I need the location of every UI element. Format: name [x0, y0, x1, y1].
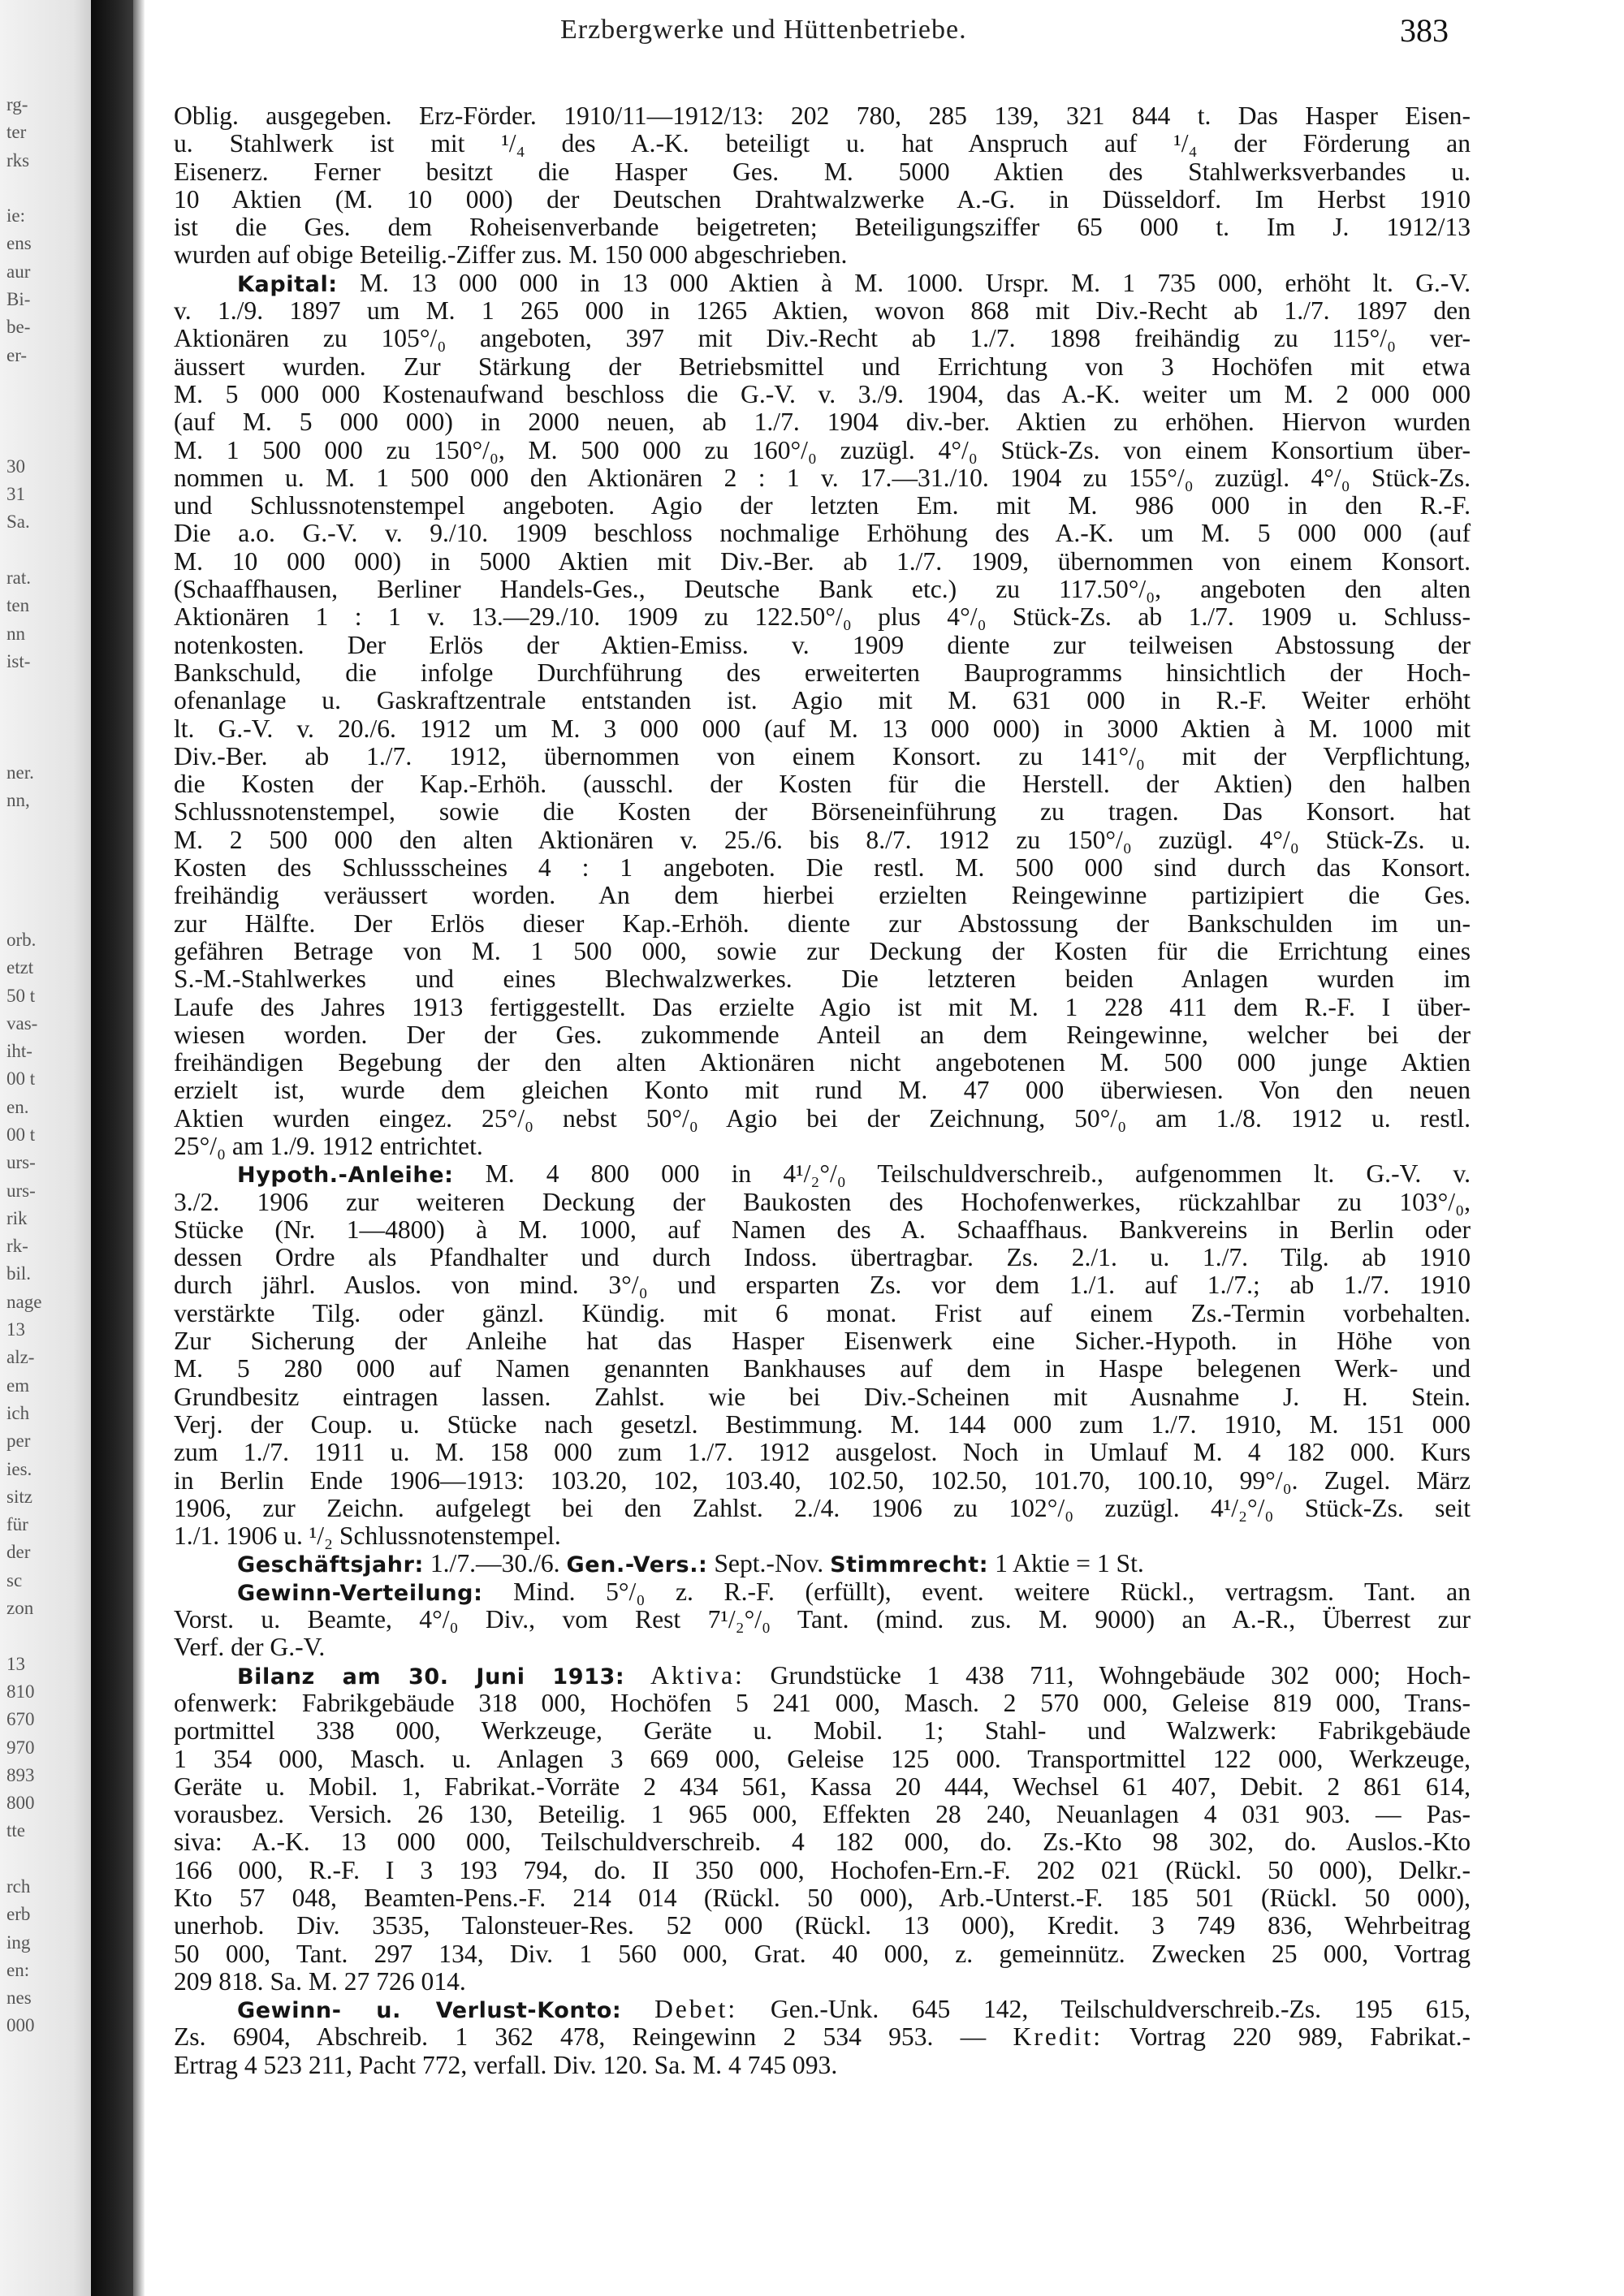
- margin-fragment: ter: [6, 122, 27, 143]
- text-line: [174, 715, 1471, 743]
- text-line: [174, 659, 1471, 687]
- line-text: M. 5 280 000 auf Namen genannten Bankhauses auf dem in Haspe belegenen Werk- und: [174, 1355, 1471, 1383]
- section-heading: Stimmrecht:: [830, 1552, 989, 1578]
- text-line: [174, 437, 1471, 464]
- margin-fragment: 00 t: [6, 1124, 36, 1145]
- margin-fragment: rik: [6, 1207, 28, 1228]
- text-line: [174, 2052, 1471, 2079]
- margin-fragment: ens: [6, 233, 32, 254]
- text-line: [174, 158, 1471, 186]
- line-text: Gen.-Unk. 645 142, Teilschuldverschreib.-Zs. 195 615,: [770, 1996, 1471, 2024]
- line-text: M. 10 000 000) in 5000 Aktien mit Div.-Ber. ab 1./7. 1909, übernommen von einem Konsort.: [174, 547, 1471, 576]
- line-text: erzielt ist, wurde dem gleichen Konto mit rund M. 47 000 überwiesen. Von den neuen: [174, 1077, 1471, 1105]
- margin-fragment: 13: [6, 1653, 25, 1674]
- line-text: in Berlin Ende 1906—1913: 103.20, 102, 103.40, 102.50, 102.50, 101.70, 100.10, 99°/₀. Zugel. März: [174, 1466, 1471, 1495]
- text-line: [174, 548, 1471, 576]
- line-text: Aktionären zu 105°/₀ angeboten, 397 mit Div.-Recht ab 1./7. 1898 freihändig zu 115°/₀ ver-: [174, 325, 1471, 353]
- text-line: [174, 1662, 1471, 1690]
- text-line: [174, 1773, 1471, 1801]
- line-text: wurden auf obige Beteilig.-Ziffer zus. M. 150 000 abgeschrieben.: [174, 241, 848, 270]
- text-line: [174, 1495, 1471, 1522]
- text-line: [174, 1940, 1471, 1968]
- line-text: 166 000, R.-F. I 3 193 794, do. II 350 000, Hochofen-Ern.-F. 202 021 (Rückl. 50 000), Delkr.-: [174, 1856, 1471, 1884]
- body-text-column: [174, 102, 1471, 2079]
- line-text: ofenanlage u. Gaskraftzentrale entstanden ist. Agio mit M. 631 000 in R.-F. Weiter erhöht: [174, 687, 1471, 715]
- text-line: [174, 1996, 1471, 2023]
- text-line: [174, 1133, 1471, 1160]
- text-line: [174, 325, 1471, 352]
- line-text: Geräte u. Mobil. 1, Fabrikat.-Vorräte 2 434 561, Kassa 20 444, Wechsel 61 407, Debit. 2 861 614,: [174, 1772, 1471, 1801]
- section-subheading: Kredit:: [1013, 2023, 1104, 2052]
- margin-fragment: [6, 899, 88, 926]
- text-line: [174, 576, 1471, 603]
- line-text: M. 4 800 000 in 4¹/₂°/₀ Teilschuldverschreib., aufgenommen lt. G.-V. v.: [485, 1160, 1471, 1189]
- line-text: 10 Aktien (M. 10 000) der Deutschen Drahtwalzwerke A.-G. in Düsseldorf. Im Herbst 1910: [174, 185, 1471, 214]
- section-subheading: Debet:: [654, 1996, 738, 2024]
- text-line: [174, 1160, 1471, 1188]
- line-text: verstärkte Tilg. oder gänzl. Kündig. mit 6 monat. Frist auf einem Zs.-Termin vorbehalten.: [174, 1299, 1471, 1327]
- text-line: [174, 520, 1471, 547]
- text-line: [174, 186, 1471, 214]
- margin-fragment: [6, 175, 88, 202]
- text-line: [174, 1746, 1471, 1773]
- line-text: freihändig veräussert worden. An dem hierbei erzielten Reingewinne partizipiert die Ges.: [174, 882, 1471, 910]
- margin-fragment: [6, 397, 88, 425]
- margin-fragment: iht-: [6, 1041, 32, 1062]
- line-text: Kto 57 048, Beamten-Pens.-F. 214 014 (Rückl. 50 000), Arb.-Unterst.-F. 185 501 (Rückl. 50 000),: [174, 1884, 1471, 1912]
- section-heading: Geschäftsjahr:: [237, 1552, 424, 1578]
- margin-fragment: 893: [6, 1764, 35, 1785]
- margin-fragment: [6, 537, 88, 564]
- text-line: [174, 1300, 1471, 1327]
- text-line: [174, 1550, 1471, 1577]
- running-head: Erzbergwerke und Hüttenbetriebe.: [560, 15, 967, 45]
- text-line: [174, 1634, 1471, 1661]
- margin-fragment: [6, 815, 88, 843]
- line-text: Sept.-Nov.: [714, 1550, 824, 1578]
- text-line: [174, 353, 1471, 381]
- line-text: Verf. der G.-V.: [174, 1634, 326, 1662]
- margin-fragment: 13: [6, 1319, 25, 1340]
- margin-fragment: [6, 675, 88, 703]
- margin-fragment: bil.: [6, 1263, 32, 1284]
- text-line: [174, 965, 1471, 993]
- line-text: ofenwerk: Fabrikgebäude 318 000, Hochöfen 5 241 000, Masch. 2 570 000, Geleise 819 000, Trans-: [174, 1689, 1471, 1717]
- line-text: Vortrag 220 989, Fabrikat.-: [1129, 2023, 1471, 2052]
- line-text: 1./1. 1906 u. ¹/₂ Schlussnotenstempel.: [174, 1522, 561, 1551]
- line-text: 1 354 000, Masch. u. Anlagen 3 669 000, Geleise 125 000. Transportmittel 122 000, Werkzeuge,: [174, 1745, 1471, 1773]
- book-gutter: [91, 0, 133, 2296]
- line-text: Kosten des Schlussscheines 4 : 1 angeboten. Die restl. M. 500 000 sind durch das Konsort.: [174, 854, 1471, 883]
- margin-fragment: orb.: [6, 929, 37, 950]
- line-text: siva: A.-K. 13 000 000, Teilschuldverschreib. 4 182 000, do. Zs.-Kto 98 302, do. Auslos.-Kto: [174, 1828, 1471, 1857]
- line-text: wiesen worden. Der der Ges. zukommende Anteil an dem Reingewinne, welcher bei der: [174, 1021, 1471, 1049]
- margin-fragment: rks: [6, 149, 30, 170]
- margin-fragment: rg-: [6, 94, 28, 114]
- line-text: Stücke (Nr. 1—4800) à M. 1000, auf Namen des A. Schaaffhaus. Bankvereins in Berlin oder: [174, 1215, 1471, 1244]
- text-line: [174, 632, 1471, 659]
- margin-fragment: er-: [6, 344, 28, 365]
- margin-fragment: [6, 369, 88, 397]
- text-line: [174, 798, 1471, 826]
- line-text: Die a.o. G.-V. v. 9./10. 1909 beschloss nochmalige Erhöhung des A.-K. um M. 5 000 000 (auf: [174, 520, 1471, 548]
- text-line: [174, 102, 1471, 130]
- text-line: [174, 241, 1471, 269]
- section-subheading: Aktiva:: [650, 1661, 745, 1690]
- line-text: Grundbesitz eintragen lassen. Zahlst. wie bei Div.-Scheinen mit Ausnahme J. H. Stein.: [174, 1383, 1471, 1411]
- text-line: [174, 1467, 1471, 1495]
- section-heading: Gen.-Vers.:: [566, 1552, 708, 1578]
- text-line: [174, 1522, 1471, 1550]
- line-text: Aktien wurden eingez. 25°/₀ nebst 50°/₀ Agio bei der Zeichnung, 50°/₀ am 1./8. 1912 u. restl.: [174, 1104, 1471, 1133]
- line-text: M. 13 000 000 in 13 000 Aktien à M. 1000. Urspr. M. 1 735 000, erhöht lt. G.-V.: [359, 269, 1471, 297]
- margin-fragment: erb: [6, 1904, 31, 1925]
- margin-fragment: ich: [6, 1402, 30, 1423]
- margin-fragment: nage: [6, 1291, 42, 1312]
- line-text: Vorst. u. Beamte, 4°/₀ Div., vom Rest 7¹/₂°/₀ Tant. (mind. zus. M. 9000) an A.-R., Überrest zur: [174, 1606, 1471, 1634]
- section-heading: Bilanz am 30. Juni 1913:: [237, 1664, 625, 1690]
- margin-fragment: [6, 732, 88, 759]
- line-text: Div.-Ber. ab 1./7. 1912, übernommen von einem Konsort. zu 141°/₀ mit der Verpflichtung,: [174, 742, 1471, 770]
- line-text: Eisenerz. Ferner besitzt die Hasper Ges. M. 5000 Aktien des Stahlwerksverbandes u.: [174, 158, 1471, 186]
- section-heading: Gewinn- u. Verlust-Konto:: [237, 1998, 622, 2024]
- margin-fragment: etzt: [6, 957, 34, 978]
- text-line: [174, 1216, 1471, 1244]
- text-line: [174, 882, 1471, 909]
- text-line: [174, 826, 1471, 854]
- text-line: [174, 1968, 1471, 1996]
- margin-fragment: Sa.: [6, 511, 30, 533]
- margin-fragment: 30: [6, 455, 25, 477]
- margin-fragment: [6, 704, 88, 732]
- section-heading: Kapital:: [237, 271, 338, 297]
- margin-fragment: [6, 843, 88, 870]
- margin-fragment: 810: [6, 1681, 35, 1702]
- line-text: Aktionären 1 : 1 v. 13.—29./10. 1909 zu 122.50°/₀ plus 4°/₀ Stück-Zs. ab 1./7. 1909 u. Schluss-: [174, 603, 1471, 632]
- margin-fragment: ie:: [6, 205, 25, 227]
- line-text: Zur Sicherung der Anleihe hat das Hasper Eisenwerk eine Sicher.-Hypoth. in Höhe von: [174, 1327, 1471, 1356]
- margin-fragment: nn,: [6, 790, 30, 811]
- text-line: [174, 770, 1471, 798]
- line-text: M. 5 000 000 Kostenaufwand beschloss die G.-V. v. 3./9. 1904, das A.-K. weiter um M. 2 000 000: [174, 380, 1471, 408]
- line-text: (auf M. 5 000 000) in 2000 neuen, ab 1./7. 1904 div.-ber. Aktien zu erhöhen. Hiervon wurden: [174, 408, 1471, 437]
- text-line: [174, 408, 1471, 436]
- line-text: S.-M.-Stahlwerkes und eines Blechwalzwerkes. Die letzteren beiden Anlagen wurden im: [174, 965, 1471, 994]
- section-heading: Gewinn-Verteilung:: [237, 1580, 483, 1606]
- line-text: vorausbez. Versich. 26 130, Beteilig. 1 965 000, Effekten 28 240, Neuanlagen 4 031 903. — Pas-: [174, 1801, 1471, 1829]
- text-line: [174, 1606, 1471, 1634]
- text-line: [174, 603, 1471, 631]
- margin-fragment: ten: [6, 595, 30, 616]
- text-line: [174, 687, 1471, 714]
- text-line: [174, 910, 1471, 938]
- line-text: zum 1./7. 1911 u. M. 158 000 zum 1./7. 1912 ausgelost. Noch in Umlauf M. 4 182 000. Kurs: [174, 1439, 1471, 1467]
- text-line: [174, 1383, 1471, 1411]
- margin-fragment: en.: [6, 1096, 29, 1117]
- margin-fragment: [6, 425, 88, 453]
- line-text: M. 2 500 000 den alten Aktionären v. 25./6. bis 8./7. 1912 zu 150°/₀ zuzügl. 4°/₀ Stück-Zs. u.: [174, 826, 1471, 854]
- text-line: [174, 1077, 1471, 1104]
- text-line: [174, 1244, 1471, 1271]
- margin-fragment: sitz: [6, 1486, 32, 1507]
- text-line: [174, 1801, 1471, 1828]
- page-number: 383: [1400, 12, 1449, 49]
- text-line: [174, 381, 1471, 408]
- text-line: [174, 1578, 1471, 1606]
- text-line: [174, 1271, 1471, 1299]
- line-text: notenkosten. Der Erlös der Aktien-Emiss. v. 1909 diente zur teilweisen Abstossung der: [174, 631, 1471, 659]
- line-text: 3./2. 1906 zur weiteren Deckung der Baukosten des Hochofenwerkes, rückzahlbar zu 103°/₀,: [174, 1188, 1471, 1216]
- margin-fragment: vas-: [6, 1012, 38, 1034]
- text-line: [174, 743, 1471, 770]
- text-line: [174, 1717, 1471, 1745]
- margin-fragment: rch: [6, 1876, 31, 1897]
- margin-fragment: 800: [6, 1793, 35, 1814]
- margin-fragment: 670: [6, 1709, 35, 1730]
- line-text: v. 1./9. 1897 um M. 1 265 000 in 1265 Aktien, wovon 868 mit Div.-Recht ab 1./7. 1897 den: [174, 297, 1471, 326]
- margin-fragment: rk-: [6, 1236, 28, 1257]
- text-line: [174, 1690, 1471, 1717]
- line-text: äussert wurden. Zur Stärkung der Betriebsmittel und Errichtung von 3 Hochöfen mit etwa: [174, 352, 1471, 381]
- line-text: 209 818. Sa. M. 27 726 014.: [174, 1967, 466, 1996]
- margin-fragment: per: [6, 1431, 31, 1452]
- text-line: [174, 214, 1471, 241]
- line-text: freihändigen Begebung der den alten Aktionären nicht angebotenen M. 500 000 junge Aktien: [174, 1049, 1471, 1077]
- margin-fragment: 970: [6, 1737, 35, 1758]
- line-text: portmittel 338 000, Werkzeuge, Geräte u. Mobil. 1; Stahl- und Walzwerk: Fabrikgebäude: [174, 1717, 1471, 1746]
- margin-fragment: nn: [6, 623, 25, 644]
- line-text: M. 1 500 000 zu 150°/₀, M. 500 000 zu 160°/₀ zuzügl. 4°/₀ Stück-Zs. von einem Konsortium über-: [174, 436, 1471, 464]
- margin-fragment: Bi-: [6, 289, 31, 310]
- margin-fragment: ner.: [6, 762, 34, 783]
- text-line: [174, 270, 1471, 297]
- line-text: Ertrag 4 523 211, Pacht 772, verfall. Div. 120. Sa. M. 4 745 093.: [174, 2051, 838, 2079]
- margin-fragment: für: [6, 1514, 28, 1535]
- line-text: ist die Ges. dem Roheisenverbande beigetreten; Beteiligungsziffer 65 000 t. Im J. 1912/13: [174, 214, 1471, 242]
- margin-fragment: 50 t: [6, 985, 36, 1006]
- text-line: [174, 1884, 1471, 1912]
- previous-page-margin-fragments: [6, 91, 88, 2040]
- line-text: Oblig. ausgegeben. Erz-Förder. 1910/11—1912/13: 202 780, 285 139, 321 844 t. Das Hasper Eisen-: [174, 102, 1471, 130]
- text-line: [174, 130, 1471, 158]
- text-line: [174, 938, 1471, 965]
- margin-fragment: nes: [6, 1987, 32, 2009]
- line-text: die Kosten der Kap.-Erhöh. (ausschl. der Kosten für die Herstell. der Aktien) den halben: [174, 770, 1471, 799]
- margin-fragment: ing: [6, 1931, 31, 1953]
- text-line: [174, 994, 1471, 1021]
- line-text: nommen u. M. 1 500 000 den Aktionären 2 : 1 v. 17.—31./10. 1904 zu 155°/₀ zuzügl. 4°/₀ Stück-Zs.: [174, 464, 1471, 492]
- margin-fragment: aur: [6, 261, 31, 282]
- line-text: und Schlussnotenstempel angeboten. Agio der letzten Em. mit M. 986 000 in den R.-F.: [174, 492, 1471, 520]
- margin-fragment: [6, 870, 88, 898]
- margin-fragment: urs-: [6, 1180, 36, 1201]
- text-line: [174, 297, 1471, 325]
- text-line: [174, 1327, 1471, 1355]
- text-line: [174, 1049, 1471, 1077]
- margin-fragment: be-: [6, 317, 31, 338]
- margin-fragment: 000: [6, 2015, 35, 2036]
- margin-fragment: em: [6, 1375, 30, 1396]
- line-text: 1906, zur Zeichn. aufgelegt bei den Zahlst. 2./4. 1906 zu 102°/₀ zuzügl. 4¹/₂°/₀ Stück-Zs. seit: [174, 1494, 1471, 1522]
- line-text: u. Stahlwerk ist mit ¹/₄ des A.-K. beteiligt u. hat Anspruch auf ¹/₄ der Förderung an: [174, 130, 1471, 158]
- line-text: Schlussnotenstempel, sowie die Kosten der Börseneinführung zu tragen. Das Konsort. hat: [174, 798, 1471, 826]
- line-text: dessen Ordre als Pfandhalter und durch Indoss. übertragbar. Zs. 2./1. u. 1./7. Tilg. ab 1910: [174, 1244, 1471, 1272]
- text-line: [174, 2023, 1471, 2051]
- line-text: 50 000, Tant. 297 134, Div. 1 560 000, Grat. 40 000, z. gemeinnütz. Zwecken 25 000, Vortrag: [174, 1940, 1471, 1968]
- margin-fragment: [6, 1622, 88, 1650]
- margin-fragment: 00 t: [6, 1068, 36, 1090]
- text-line: [174, 1355, 1471, 1383]
- line-text: unerhob. Div. 3535, Talonsteuer-Res. 52 000 (Rückl. 13 000), Kredit. 3 749 836, Wehrbeitrag: [174, 1912, 1471, 1940]
- line-text: gefähren Betrage von M. 1 500 000, sowie zur Deckung der Kosten für die Errichtung eines: [174, 937, 1471, 965]
- text-line: [174, 1189, 1471, 1216]
- margin-fragment: tte: [6, 1820, 25, 1841]
- line-text: durch jährl. Auslos. von mind. 3°/₀ und ersparten Zs. vor dem 1./1. auf 1./7.; ab 1./7. 1910: [174, 1271, 1471, 1300]
- line-text: Bankschuld, die infolge Durchführung des erweiterten Bauprogramms hinsichtlich der Hoch-: [174, 658, 1471, 687]
- section-heading: Hypoth.-Anleihe:: [237, 1163, 454, 1189]
- line-text: Laufe des Jahres 1913 fertiggestellt. Das erzielte Agio ist mit M. 1 228 411 dem R.-F. I über-: [174, 993, 1471, 1021]
- text-line: [174, 854, 1471, 882]
- margin-fragment: sc: [6, 1569, 23, 1590]
- text-line: [174, 1912, 1471, 1940]
- text-line: [174, 1105, 1471, 1133]
- margin-fragment: ist-: [6, 650, 31, 671]
- line-text: Grundstücke 1 438 711, Wohngebäude 302 000; Hoch-: [770, 1661, 1471, 1690]
- page-edge-shading: [133, 0, 145, 2296]
- text-line: [174, 1411, 1471, 1439]
- text-line: [174, 1439, 1471, 1466]
- margin-fragment: rat.: [6, 568, 32, 589]
- line-text: 1./7.—30./6.: [430, 1550, 560, 1578]
- line-text: Verj. der Coup. u. Stücke nach gesetzl. Bestimmung. M. 144 000 zum 1./7. 1910, M. 151 000: [174, 1410, 1471, 1439]
- text-line: [174, 1021, 1471, 1049]
- margin-fragment: 31: [6, 484, 25, 505]
- line-text: 25°/₀ am 1./9. 1912 entrichtet.: [174, 1132, 483, 1160]
- margin-fragment: alz-: [6, 1347, 35, 1368]
- margin-fragment: urs-: [6, 1152, 36, 1173]
- text-line: [174, 1857, 1471, 1884]
- line-text: (Schaaffhausen, Berliner Handels-Ges., Deutsche Bank etc.) zu 117.50°/₀, angeboten den alten: [174, 576, 1471, 604]
- line-text: Zs. 6904, Abschreib. 1 362 478, Reingewinn 2 534 953. —: [174, 2023, 987, 2052]
- text-line: [174, 464, 1471, 492]
- margin-fragment: en:: [6, 1959, 30, 1980]
- margin-fragment: der: [6, 1542, 31, 1563]
- line-text: 1 Aktie = 1 St.: [995, 1550, 1144, 1578]
- line-text: zur Hälfte. Der Erlös dieser Kap.-Erhöh. diente zur Abstossung der Bankschulden im un-: [174, 909, 1471, 938]
- text-line: [174, 1828, 1471, 1856]
- margin-fragment: zon: [6, 1598, 34, 1619]
- text-line: [174, 492, 1471, 520]
- line-text: lt. G.-V. v. 20./6. 1912 um M. 3 000 000 (auf M. 13 000 000) in 3000 Aktien à M. 1000 mit: [174, 714, 1471, 743]
- line-text: Mind. 5°/₀ z. R.-F. (erfüllt), event. weitere Rückl., vertragsm. Tant. an: [513, 1577, 1471, 1606]
- margin-fragment: [6, 1845, 88, 1873]
- margin-fragment: ies.: [6, 1458, 32, 1479]
